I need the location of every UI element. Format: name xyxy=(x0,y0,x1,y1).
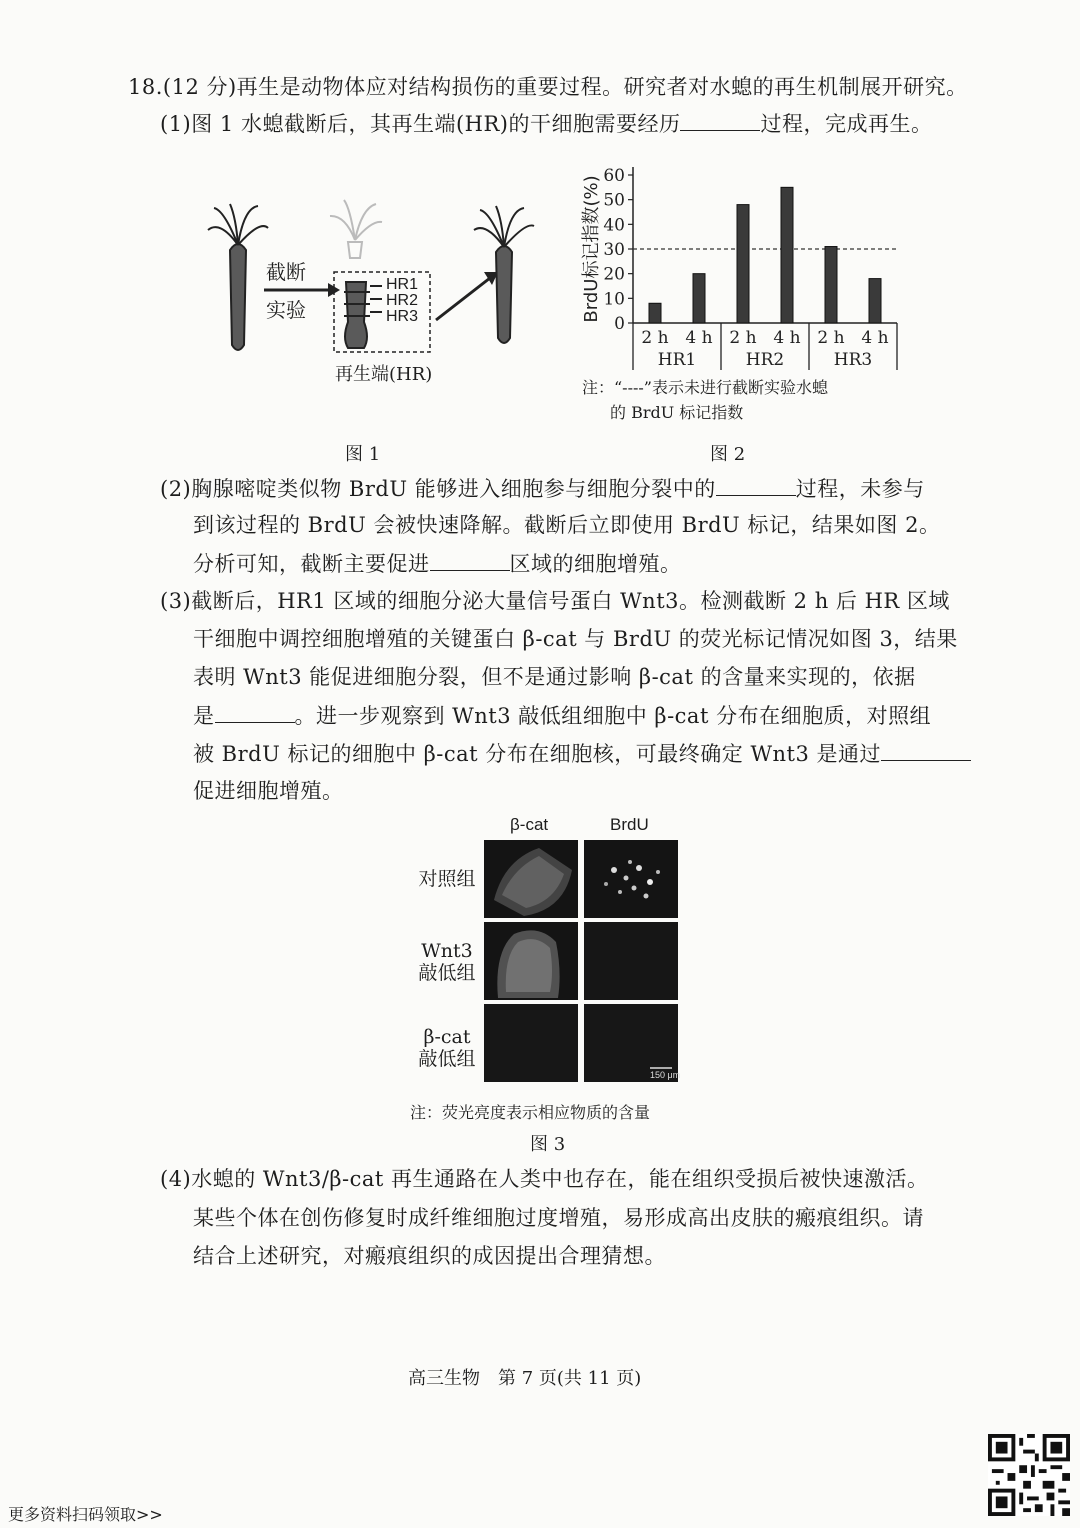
fig2-note-line1: 注：“----”表示未进行截断实验水螅 xyxy=(582,378,828,397)
y-axis-label: BrdU标记指数(%) xyxy=(581,175,602,323)
hydra-cut-body-icon xyxy=(344,282,382,348)
part4-line3: 结合上述研究，对瘢痕组织的成因提出合理猜想。 xyxy=(193,1244,666,1268)
bar xyxy=(825,247,837,323)
answer-blank-1[interactable] xyxy=(680,108,760,131)
part3-line1: (3)截断后，HR1 区域的细胞分泌大量信号蛋白 Wnt3。检测截断 2 h 后 HR 区域 xyxy=(160,589,950,613)
fig1-caption: 图 1 xyxy=(345,444,381,465)
fig3-row-label-wnt3 xyxy=(412,940,482,984)
part3-line5 xyxy=(193,738,971,769)
bar xyxy=(649,303,661,323)
fig1-label-hr1: HR1 xyxy=(386,276,419,293)
panel-control-brdu xyxy=(584,840,678,918)
bar xyxy=(869,279,881,323)
question-title: 18.(12 分)再生是动物体应对结构损伤的重要过程。研究者对水螅的再生机制展开研究。 xyxy=(128,75,968,99)
part3-line4 xyxy=(193,700,931,731)
fig3-row2-line1: Wnt3 xyxy=(421,940,473,962)
part2-line1 xyxy=(160,473,925,504)
part3-line4-text-b: 。进一步观察到 Wnt3 敲低组细胞中 β-cat 分布在细胞质，对照组 xyxy=(294,704,932,728)
y-tick-label: 30 xyxy=(603,240,625,260)
panel-wnt3-bcat xyxy=(484,922,578,1000)
hydra-regenerated-icon xyxy=(474,206,534,343)
bar xyxy=(781,187,793,323)
y-tick-label: 40 xyxy=(603,215,625,236)
fig3-col-label-brdu: BrdU xyxy=(610,815,649,834)
fig1-region-label: 再生端(HR) xyxy=(335,364,433,385)
part2-line2: 到该过程的 BrdU 会被快速降解。截断后立即使用 BrdU 标记，结果如图 2。 xyxy=(193,513,941,537)
removed-head-icon xyxy=(330,200,382,258)
part3-line2: 干细胞中调控细胞增殖的关键蛋白 β-cat 与 BrdU 的荧光标记情况如图 3，结果 xyxy=(193,627,958,651)
x-tick-label: 4 h xyxy=(685,328,713,348)
part2-line3 xyxy=(193,548,682,579)
x-tick-label: 4 h xyxy=(861,328,889,348)
fig3-row2-line2: 敲低组 xyxy=(418,962,476,984)
hydra-intact-icon xyxy=(208,204,268,350)
fig3-row-label-bcat xyxy=(412,1026,482,1070)
part3-line3: 表明 Wnt3 能促进细胞分裂，但不是通过影响 β-cat 的含量来实现的，依据 xyxy=(193,665,916,689)
figure2-chart xyxy=(575,155,905,370)
x-tick-label: 2 h xyxy=(641,328,669,348)
part2-text-b: 过程，未参与 xyxy=(795,477,925,501)
fig3-row-label-control: 对照组 xyxy=(418,868,476,890)
fig3-col-label-bcat: β-cat xyxy=(510,815,549,834)
fig2-caption: 图 2 xyxy=(710,444,746,465)
fig3-row3-line1: β-cat xyxy=(423,1026,471,1048)
group-label: HR3 xyxy=(833,350,873,370)
part2-line3-text-b: 区域的细胞增殖。 xyxy=(509,552,682,576)
group-label: HR1 xyxy=(657,350,697,370)
panel-wnt3-brdu xyxy=(584,922,678,1000)
y-tick-label: 20 xyxy=(603,264,625,285)
fig1-label-hr2: HR2 xyxy=(386,292,419,309)
panel-control-bcat xyxy=(484,840,578,918)
fig2-note-line2: 的 BrdU 标记指数 xyxy=(610,403,744,422)
answer-blank-3[interactable] xyxy=(430,548,510,571)
regrowth-arrow-icon xyxy=(436,272,498,320)
part3-line6: 促进细胞增殖。 xyxy=(193,779,344,803)
panel-bcat-bcat xyxy=(484,1004,578,1082)
part4-line2: 某些个体在创伤修复时成纤维细胞过度增殖，易形成高出皮肤的瘢痕组织。请 xyxy=(193,1206,924,1230)
answer-blank-5[interactable] xyxy=(881,738,971,761)
question-part1 xyxy=(160,108,932,139)
promo-text[interactable]: 更多资料扫码领取>> xyxy=(8,1505,163,1524)
y-tick-label: 10 xyxy=(603,289,625,310)
y-tick-label: 50 xyxy=(603,190,625,211)
bar xyxy=(737,205,749,323)
fig1-label-hr3: HR3 xyxy=(386,308,419,325)
y-tick-label: 60 xyxy=(603,166,625,186)
part3-line5-text: 被 BrdU 标记的细胞中 β-cat 分布在细胞核，可最终确定 Wnt3 是通过 xyxy=(193,742,882,766)
fig3-caption: 图 3 xyxy=(530,1134,566,1155)
x-tick-label: 2 h xyxy=(817,328,845,348)
x-tick-label: 2 h xyxy=(729,328,757,348)
answer-blank-4[interactable] xyxy=(215,700,295,723)
y-tick-label: 0 xyxy=(614,314,625,334)
group-label: HR2 xyxy=(745,350,785,370)
part4-line1: (4)水螅的 Wnt3/β-cat 再生通路在人类中也存在，能在组织受损后被快速激活。 xyxy=(160,1167,929,1191)
fig3-note: 注：荧光亮度表示相应物质的含量 xyxy=(410,1103,651,1122)
fig1-arrow-label-bottom: 实验 xyxy=(266,298,306,322)
qr-code-icon[interactable] xyxy=(988,1434,1070,1516)
part2-line3-text-a: 分析可知，截断主要促进 xyxy=(193,552,430,576)
answer-blank-2[interactable] xyxy=(716,473,796,496)
x-tick-label: 4 h xyxy=(773,328,801,348)
fig3-row3-line2: 敲低组 xyxy=(418,1048,476,1070)
part1-text-a: (1)图 1 水螅截断后，其再生端(HR)的干细胞需要经历 xyxy=(160,112,681,136)
scale-bar-label: 150 μm xyxy=(650,1070,681,1080)
part2-text-a: (2)胸腺嘧啶类似物 BrdU 能够进入细胞参与细胞分裂中的 xyxy=(160,477,716,501)
bar xyxy=(693,274,705,323)
part1-text-b: 过程，完成再生。 xyxy=(760,112,933,136)
page-footer: 高三生物 第 7 页(共 11 页) xyxy=(408,1368,642,1389)
part3-line4-text-a: 是 xyxy=(193,704,215,728)
fig1-arrow-label-top: 截断 xyxy=(266,260,306,284)
